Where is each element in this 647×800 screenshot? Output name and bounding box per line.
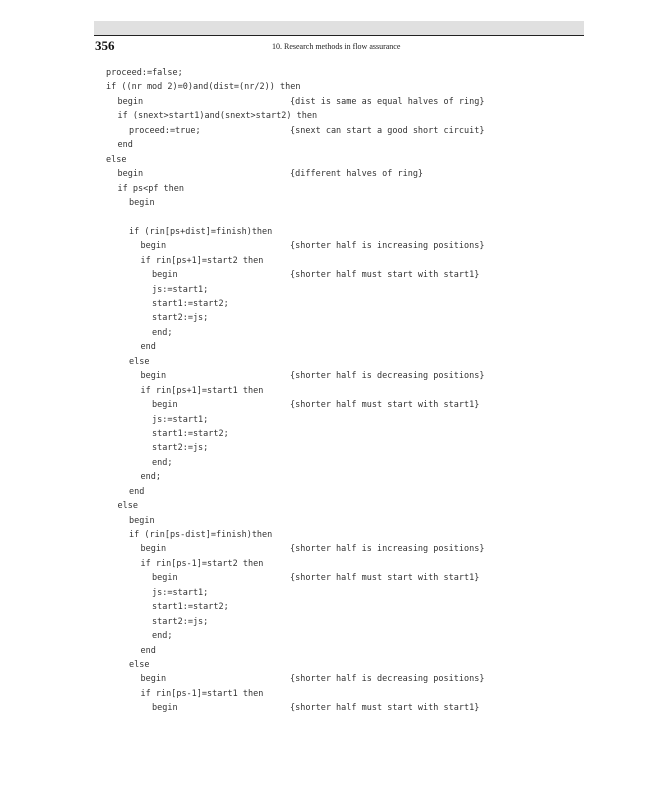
- code-line: [106, 355, 586, 369]
- code-statement: if rin[ps+1]=start1 then: [140, 385, 264, 396]
- code-comment: {shorter half is decreasing positions}: [290, 371, 485, 382]
- code-line: [106, 311, 586, 325]
- code-line: [106, 672, 586, 686]
- code-statement: end;: [152, 327, 173, 338]
- code-statement: end: [117, 140, 133, 151]
- code-statement: if (rin[ps-dist]=finish)then: [129, 530, 273, 540]
- code-statement: begin: [129, 515, 155, 526]
- code-line: [106, 528, 586, 542]
- code-line: [106, 153, 586, 167]
- code-line: [106, 182, 586, 196]
- code-line: [106, 456, 586, 470]
- code-statement: begin: [140, 241, 167, 252]
- code-statement: start1:=start2;: [152, 428, 229, 439]
- code-line: [106, 542, 586, 556]
- code-line: [106, 210, 586, 224]
- code-comment: {shorter half is increasing positions}: [290, 241, 485, 252]
- code-line: [106, 470, 586, 484]
- code-statement: if ps<pf then: [117, 183, 185, 194]
- code-comment: {shorter half must start with start1}: [290, 400, 480, 411]
- code-line: [106, 499, 586, 513]
- code-line: [106, 66, 586, 80]
- code-line: [106, 687, 586, 701]
- code-line: [106, 225, 586, 239]
- code-line: [106, 427, 586, 441]
- code-statement: start2:=js;: [152, 313, 209, 324]
- code-statement: if ((nr mod 2)=0)and(dist=(nr/2)) then: [106, 82, 301, 93]
- code-statement: start2:=js;: [152, 616, 209, 627]
- code-line: [106, 109, 586, 123]
- code-line: [106, 557, 586, 571]
- code-line: [106, 239, 586, 253]
- code-statement: end;: [152, 631, 173, 642]
- code-statement: else: [129, 356, 150, 367]
- code-statement: begin: [140, 544, 167, 555]
- code-statement: begin: [152, 573, 178, 584]
- code-statement: end: [140, 645, 156, 656]
- code-statement: begin: [117, 96, 144, 107]
- code-line: [106, 658, 586, 672]
- code-statement: start1:=start2;: [152, 602, 229, 613]
- code-statement: if rin[ps-1]=start1 then: [140, 688, 264, 699]
- code-line: [106, 283, 586, 297]
- code-line: [106, 701, 586, 715]
- code-statement: begin: [152, 703, 178, 714]
- code-statement: begin: [152, 400, 178, 411]
- code-comment: {different halves of ring}: [290, 169, 424, 180]
- code-statement: else: [106, 154, 127, 165]
- code-statement: end: [140, 342, 156, 353]
- code-statement: else: [129, 659, 150, 670]
- code-comment: {snext can start a good short circuit}: [290, 125, 485, 136]
- code-comment: {shorter half must start with start1}: [290, 573, 480, 584]
- code-comment: {shorter half is increasing positions}: [290, 544, 485, 555]
- code-statement: end;: [152, 457, 173, 468]
- code-statement: if (snext>start1)and(snext>start2) then: [117, 111, 318, 122]
- code-listing: [106, 66, 586, 716]
- code-line: [106, 254, 586, 268]
- code-statement: end;: [140, 472, 161, 483]
- code-statement: start1:=start2;: [152, 299, 229, 309]
- code-statement: proceed:=false;: [106, 68, 183, 78]
- code-statement: begin: [152, 270, 178, 281]
- code-line: [106, 268, 586, 282]
- code-statement: begin: [140, 674, 167, 685]
- code-line: [106, 413, 586, 427]
- code-statement: start2:=js;: [152, 443, 209, 454]
- code-comment: {shorter half must start with start1}: [290, 270, 480, 281]
- code-line: [106, 297, 586, 311]
- code-line: [106, 644, 586, 658]
- code-line: [106, 615, 586, 629]
- top-margin-band: [94, 21, 584, 35]
- code-statement: else: [117, 501, 138, 512]
- code-line: [106, 571, 586, 585]
- code-line: [106, 124, 586, 138]
- code-line: [106, 586, 586, 600]
- code-statement: begin: [117, 169, 144, 180]
- code-statement: begin: [129, 197, 155, 208]
- code-line: [106, 340, 586, 354]
- code-line: [106, 485, 586, 499]
- code-line: [106, 629, 586, 643]
- code-statement: if (rin[ps+dist]=finish)then: [129, 226, 273, 237]
- code-statement: if rin[ps+1]=start2 then: [140, 255, 264, 266]
- code-statement: end: [129, 486, 145, 497]
- code-line: [106, 80, 586, 94]
- header-rule: [94, 35, 584, 36]
- code-line: [106, 95, 586, 109]
- code-line: [106, 138, 586, 152]
- code-comment: {dist is same as equal halves of ring}: [290, 96, 485, 107]
- code-line: [106, 514, 586, 528]
- code-line: [106, 441, 586, 455]
- code-statement: begin: [140, 371, 167, 382]
- page-number: 356: [95, 38, 115, 53]
- running-head: 10. Research methods in flow assurance: [272, 42, 401, 51]
- code-statement: js:=start1;: [152, 414, 209, 425]
- code-statement: js:=start1;: [152, 284, 209, 295]
- code-statement: proceed:=true;: [129, 125, 201, 136]
- code-line: [106, 196, 586, 210]
- code-line: [106, 369, 586, 383]
- code-line: [106, 398, 586, 412]
- code-comment: {shorter half must start with start1}: [290, 703, 480, 714]
- code-statement: js:=start1;: [152, 587, 209, 598]
- code-comment: {shorter half is decreasing positions}: [290, 674, 485, 685]
- code-line: [106, 600, 586, 614]
- code-line: [106, 167, 586, 181]
- code-line: [106, 384, 586, 398]
- code-statement: if rin[ps-1]=start2 then: [140, 558, 264, 569]
- code-line: [106, 326, 586, 340]
